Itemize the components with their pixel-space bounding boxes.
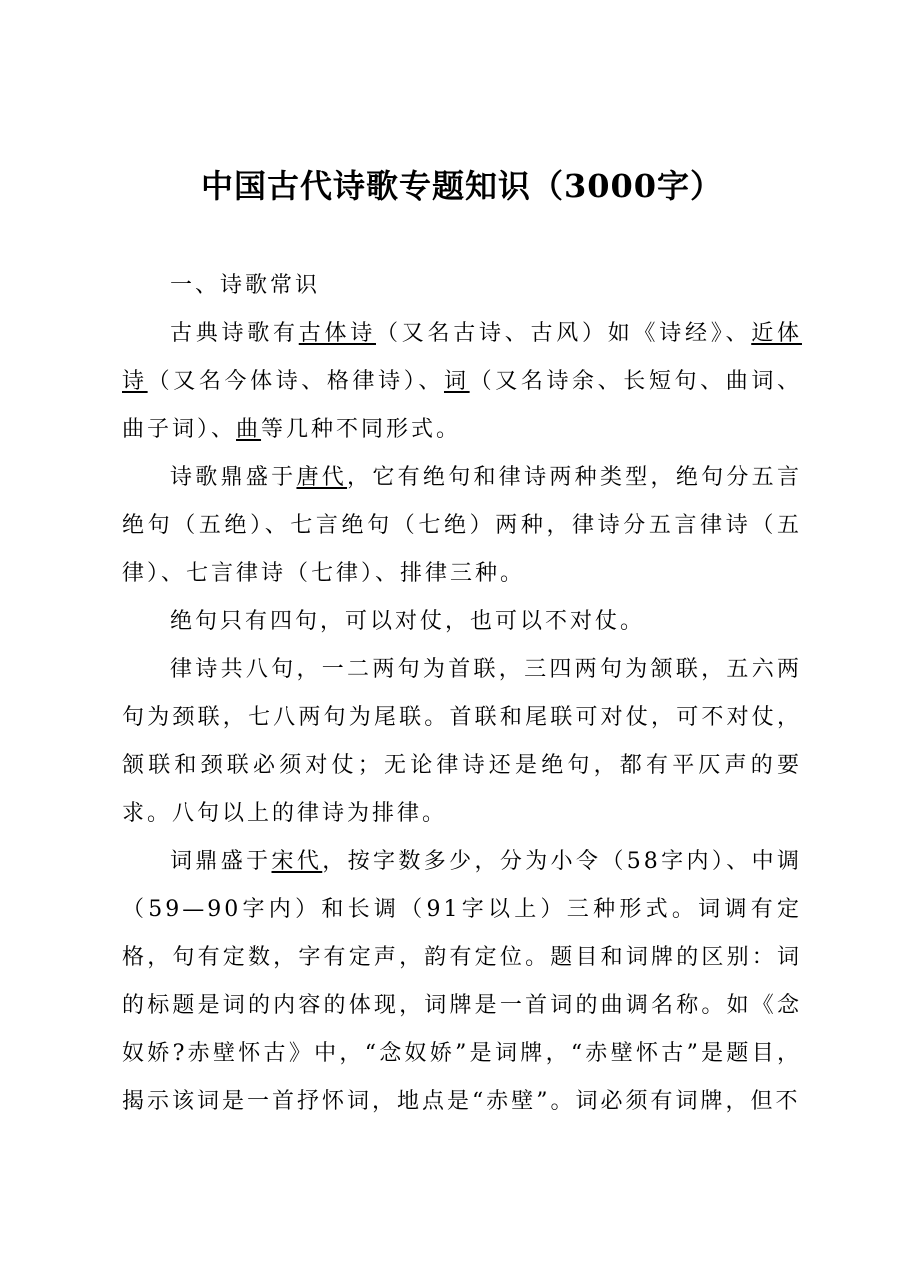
text-run: 绝句只有四句，可以对仗，也可以不对仗。 xyxy=(170,609,646,634)
text-run: 词鼎盛于 xyxy=(170,849,272,874)
paragraph-jueju xyxy=(122,598,802,646)
term-songdai: 宋代 xyxy=(271,849,323,874)
text-run: （又名诗余、长短句、曲词、曲子词）、 xyxy=(122,369,802,442)
term-ci: 词 xyxy=(443,369,470,394)
term-gutishi: 古体诗 xyxy=(298,321,376,346)
term-qu: 曲 xyxy=(236,417,262,442)
text-run: （又名古诗、古风）如《诗经》、 xyxy=(376,321,752,346)
text-run: 诗歌鼎盛于 xyxy=(170,465,297,490)
text-run: 等几种不同形式。 xyxy=(261,417,462,442)
section-heading: 一、诗歌常识 xyxy=(170,273,321,298)
text-run: （又名今体诗、格律诗）、 xyxy=(147,369,444,394)
term-jintishi: 近体诗 xyxy=(122,321,802,394)
paragraph-lushi xyxy=(122,646,802,838)
document-title: 中国古代诗歌专题知识（3000字） xyxy=(200,167,724,205)
text-run: 古典诗歌有 xyxy=(170,321,299,346)
paragraph-tang-poetry xyxy=(122,454,802,598)
paragraph-poetry-forms xyxy=(122,310,802,454)
text-run: 律诗共八句，一二两句为首联，三四两句为颔联，五六两句为颈联，七八两句为尾联。首联和尾联可对仗，可不对仗，颔联和颈联必须对仗；无论律诗还是绝句，都有平仄声的要求。八句以上的律诗为排律。 xyxy=(122,657,802,826)
term-tangdai: 唐代 xyxy=(296,465,348,490)
text-run: ，它有绝句和律诗两种类型，绝句分五言绝句（五绝）、七言绝句（七绝）两种，律诗分五言律诗（五律）、七言律诗（七律）、排律三种。 xyxy=(122,465,802,586)
text-run: ，按字数多少，分为小令（58字内）、中调（59—90字内）和长调（91字以上）三种形式。词调有定格，句有定数，字有定声，韵有定位。题目和词牌的区别：词的标题是词的内容的体现，词牌是一首词的曲调名称。如《念奴娇?赤壁怀古》中，“念奴娇”是词牌，“赤壁怀古”是题目，揭示该词是一首抒怀词，地点是“赤壁”。词必须有词牌，但不 xyxy=(122,849,802,1114)
paragraph-ci xyxy=(122,838,802,1126)
document-body xyxy=(122,262,802,1126)
